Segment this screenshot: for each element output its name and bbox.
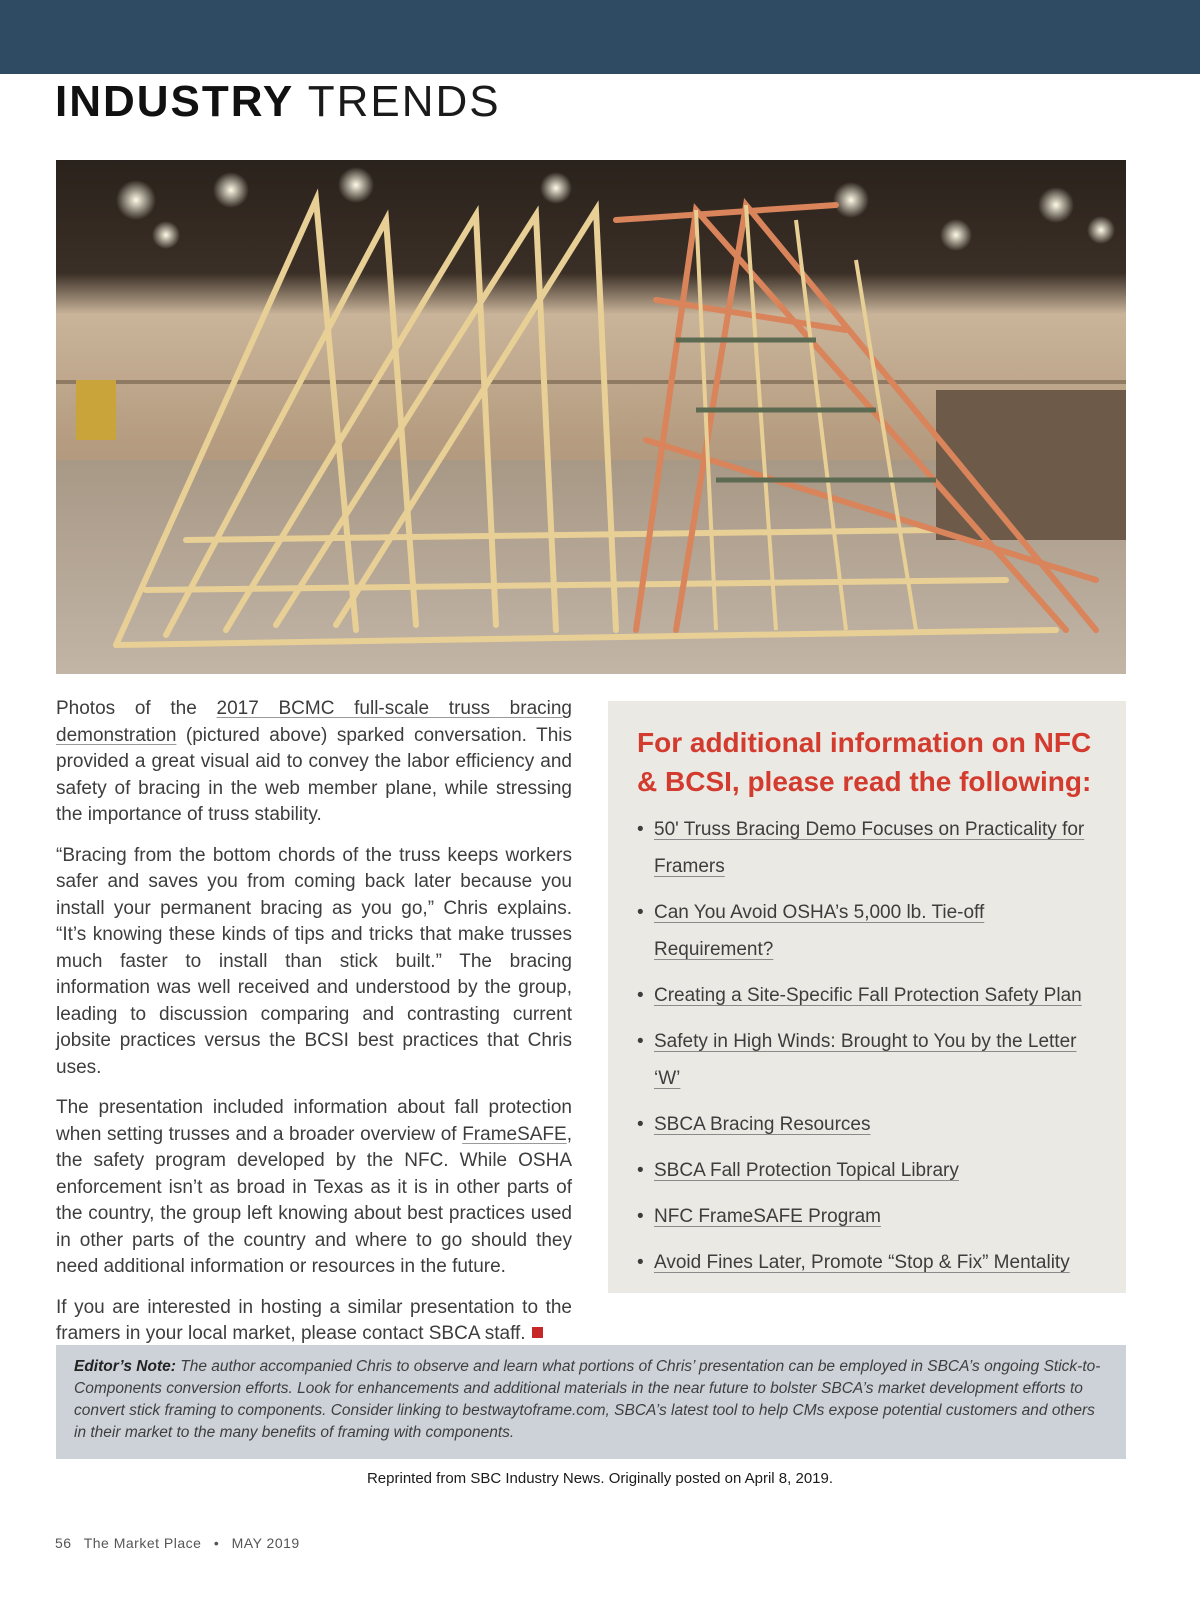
footer-separator: • [213, 1535, 220, 1551]
bullet-icon: • [637, 1252, 644, 1273]
p3-rest: , the safety program developed by the NFC. While OSHA enforcement isn’t as broad in Texas as it is in other parts of the country, the group left knowing about best practices used in other parts of the country and where to go should they need additional information or resources in the future. [56, 1123, 572, 1277]
resource-item [637, 1023, 1102, 1097]
bullet-icon: • [637, 1114, 644, 1135]
p4-text: If you are interested in hosting a similar presentation to the framers in your local market, please contact SBCA staff. [56, 1296, 572, 1344]
truss-demo-photo [56, 160, 1126, 674]
resource-item [637, 811, 1102, 885]
resource-link-framesafe-program[interactable]: NFC FrameSAFE Program [654, 1206, 881, 1227]
resource-link-fall-protection-library[interactable]: SBCA Fall Protection Topical Library [654, 1160, 959, 1181]
bullet-icon: • [637, 1031, 644, 1052]
article-body [56, 696, 572, 1362]
resource-link-bracing-resources[interactable]: SBCA Bracing Resources [654, 1114, 871, 1135]
paragraph-1 [56, 696, 572, 829]
resource-item [637, 977, 1102, 1014]
resource-link-truss-bracing-demo[interactable]: 50' Truss Bracing Demo Focuses on Practicality for Framers [654, 819, 1085, 877]
resources-sidebar [608, 701, 1126, 1293]
framesafe-link[interactable]: FrameSAFE [462, 1123, 567, 1145]
resource-link-osha-tie-off[interactable]: Can You Avoid OSHA’s 5,000 lb. Tie-off Requirement? [654, 902, 985, 960]
sidebar-heading: For additional information on NFC & BCSI, please read the following: [637, 727, 1092, 797]
section-title-bold: INDUSTRY [55, 77, 295, 126]
p1-lead: Photos of the [56, 698, 217, 719]
page-footer [55, 1535, 308, 1551]
bullet-icon: • [637, 819, 644, 840]
bullet-icon: • [637, 1160, 644, 1181]
resource-item [637, 894, 1102, 968]
paragraph-3 [56, 1095, 572, 1281]
section-title-light: TRENDS [307, 77, 501, 126]
issue-date: MAY 2019 [231, 1535, 300, 1551]
resource-item [637, 1152, 1102, 1189]
bcmc-demo-link[interactable]: 2017 BCMC full-scale truss bracing demonstration [56, 698, 572, 746]
reprint-notice: Reprinted from SBC Industry News. Originally posted on April 8, 2019. [366, 1470, 834, 1487]
top-banner [0, 0, 1200, 74]
truss-photo-illustration [56, 160, 1126, 674]
end-mark-icon [532, 1327, 543, 1338]
bullet-icon: • [637, 902, 644, 923]
resource-link-fall-protection-plan[interactable]: Creating a Site-Specific Fall Protection Safety Plan [654, 985, 1082, 1006]
resource-link-list [637, 811, 1102, 1281]
paragraph-2: “Bracing from the bottom chords of the truss keeps workers safer and saves you from coming back later because you install your permanent bracing as you go,” Chris explains. “It’s knowing these kinds of tips and tricks that make trusses much faster to install than stick built.” The bracing information was well received and understood by the group, leading to discussion comparing and contrasting current jobsite practices versus the BCSI best practices that Chris uses. [56, 844, 572, 1078]
p1-rest: (pictured above) sparked conversation. This provided a great visual aid to convey the labor efficiency and safety of bracing in the web member plane, while stressing the importance of truss stability. [56, 724, 572, 825]
paragraph-4 [56, 1295, 572, 1348]
editors-note-label: Editor’s Note: [74, 1358, 176, 1375]
resource-link-high-winds[interactable]: Safety in High Winds: Brought to You by the Letter ‘W’ [654, 1031, 1077, 1089]
resource-item [637, 1244, 1102, 1281]
p3-lead: The presentation included information about fall protection when setting trusses and a broader overview of [56, 1097, 572, 1145]
resource-link-stop-and-fix[interactable]: Avoid Fines Later, Promote “Stop & Fix” Mentality [654, 1252, 1070, 1273]
page-number: 56 [55, 1535, 72, 1551]
editors-note-text: The author accompanied Chris to observe and learn what portions of Chris’ presentation can be employed in SBCA’s ongoing Stick-to-Components conversion efforts. Look for enhancements and additional materials in the near future to bolster SBCA’s market development efforts to convert stick framing to components. Consider linking to bestwaytoframe.com, SBCA’s latest tool to help CMs expose potential customers and others in their market to the many benefits of framing with components. [74, 1358, 1101, 1441]
resource-item [637, 1106, 1102, 1143]
publication-name: The Market Place [83, 1535, 202, 1551]
section-title [55, 76, 501, 128]
bullet-icon: • [637, 1206, 644, 1227]
bullet-icon: • [637, 985, 644, 1006]
resource-item [637, 1198, 1102, 1235]
editors-note [56, 1345, 1126, 1459]
